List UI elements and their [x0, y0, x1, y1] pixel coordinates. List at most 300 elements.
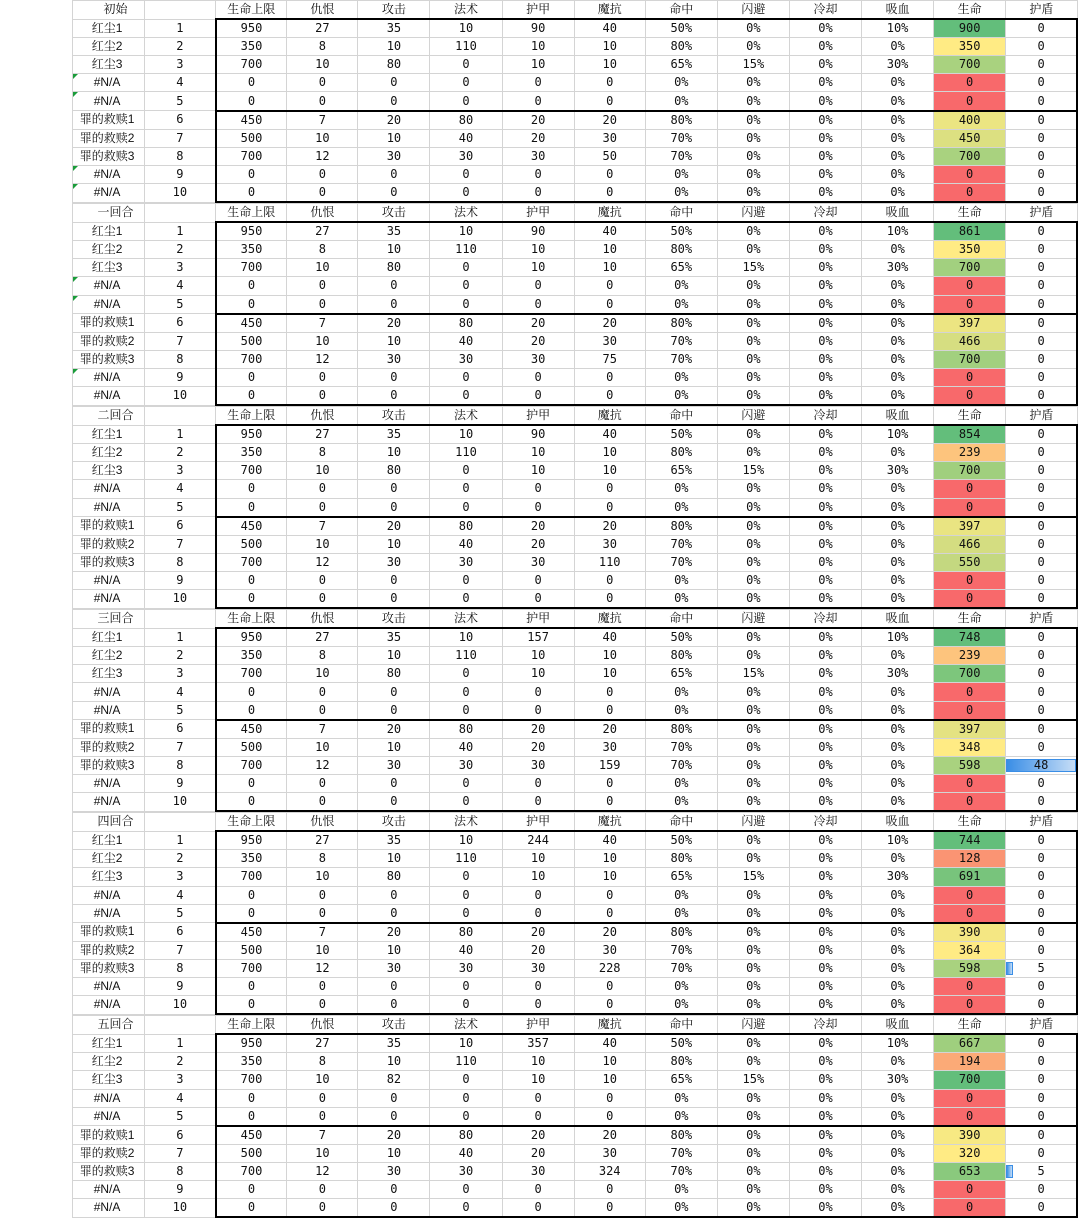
stat-cell[interactable]: 0% [789, 904, 861, 923]
unit-name-cell[interactable] [73, 886, 145, 904]
stat-cell[interactable]: 700 [216, 147, 287, 165]
stat-cell[interactable]: 10% [862, 222, 934, 241]
hp-cell[interactable]: 0 [934, 74, 1006, 92]
stat-cell[interactable]: 500 [216, 129, 287, 147]
stat-cell[interactable]: 0 [287, 996, 358, 1015]
shield-cell[interactable]: 0 [1006, 498, 1077, 517]
stat-cell[interactable]: 0 [574, 683, 645, 701]
shield-cell[interactable]: 0 [1006, 111, 1077, 130]
stat-cell[interactable]: 0 [287, 1199, 358, 1218]
stat-cell[interactable]: 50% [645, 222, 717, 241]
shield-cell[interactable]: 0 [1006, 553, 1077, 571]
stat-cell[interactable]: 80 [358, 259, 430, 277]
stat-cell[interactable]: 0% [789, 831, 861, 850]
stat-cell[interactable]: 0 [574, 1107, 645, 1126]
shield-cell[interactable]: 0 [1006, 1107, 1077, 1126]
stat-cell[interactable]: 0% [717, 756, 789, 774]
shield-cell[interactable]: 0 [1006, 720, 1077, 739]
stat-cell[interactable]: 0% [862, 647, 934, 665]
unit-name-cell[interactable] [73, 720, 145, 739]
unit-index-cell[interactable]: 10 [145, 793, 216, 812]
stat-cell[interactable]: 20 [358, 1126, 430, 1145]
stat-cell[interactable]: 0% [717, 590, 789, 609]
stat-cell[interactable]: 30% [862, 1071, 934, 1089]
hp-cell[interactable]: 350 [934, 38, 1006, 56]
stat-cell[interactable]: 0% [789, 259, 861, 277]
stat-cell[interactable]: 0% [717, 647, 789, 665]
stat-cell[interactable]: 0 [430, 480, 502, 498]
stat-cell[interactable]: 0 [430, 92, 502, 111]
unit-name-cell[interactable] [73, 1199, 145, 1218]
stat-cell[interactable]: 0% [862, 923, 934, 942]
stat-cell[interactable]: 0% [789, 665, 861, 683]
stat-cell[interactable]: 0 [502, 793, 574, 812]
stat-cell[interactable]: 0% [789, 941, 861, 959]
stat-cell[interactable]: 80 [358, 868, 430, 886]
stat-cell[interactable]: 80% [645, 1126, 717, 1145]
stat-cell[interactable]: 20 [502, 720, 574, 739]
stat-cell[interactable]: 0% [862, 332, 934, 350]
unit-name-cell[interactable] [73, 498, 145, 517]
stat-cell[interactable]: 7 [287, 314, 358, 333]
stat-cell[interactable]: 0% [862, 498, 934, 517]
stat-cell[interactable]: 0 [216, 590, 287, 609]
shield-cell[interactable]: 0 [1006, 241, 1077, 259]
stat-cell[interactable]: 950 [216, 1034, 287, 1053]
stat-cell[interactable]: 0% [717, 571, 789, 589]
hp-cell[interactable]: 390 [934, 923, 1006, 942]
unit-index-cell[interactable]: 8 [145, 350, 216, 368]
column-header[interactable]: 攻击 [358, 813, 430, 832]
stat-cell[interactable]: 0% [717, 738, 789, 756]
shield-cell[interactable]: 0 [1006, 92, 1077, 111]
hp-cell[interactable]: 0 [934, 996, 1006, 1015]
stat-cell[interactable]: 0 [216, 977, 287, 995]
shield-cell[interactable]: 0 [1006, 1034, 1077, 1053]
stat-cell[interactable]: 0 [216, 571, 287, 589]
stat-cell[interactable]: 10 [574, 1071, 645, 1089]
stat-cell[interactable]: 0 [430, 1071, 502, 1089]
unit-index-cell[interactable]: 8 [145, 553, 216, 571]
stat-cell[interactable]: 90 [502, 19, 574, 38]
shield-cell[interactable]: 0 [1006, 444, 1077, 462]
unit-index-cell[interactable]: 5 [145, 701, 216, 720]
stat-cell[interactable]: 0% [717, 183, 789, 202]
stat-cell[interactable]: 0% [789, 923, 861, 942]
shield-cell[interactable]: 0 [1006, 222, 1077, 241]
stat-cell[interactable]: 0 [574, 996, 645, 1015]
stat-cell[interactable]: 10 [287, 941, 358, 959]
stat-cell[interactable]: 0 [358, 1107, 430, 1126]
round-title[interactable]: 一回合 [73, 204, 145, 223]
stat-cell[interactable]: 0% [862, 386, 934, 405]
column-header[interactable]: 生命 [934, 1016, 1006, 1035]
stat-cell[interactable]: 0% [789, 553, 861, 571]
stat-cell[interactable]: 82 [358, 1071, 430, 1089]
stat-cell[interactable]: 0 [358, 996, 430, 1015]
stat-cell[interactable]: 0% [862, 941, 934, 959]
shield-cell[interactable]: 0 [1006, 56, 1077, 74]
empty-cell[interactable] [145, 610, 216, 629]
stat-cell[interactable]: 10 [287, 462, 358, 480]
stat-cell[interactable]: 0% [645, 386, 717, 405]
stat-cell[interactable]: 8 [287, 647, 358, 665]
stat-cell[interactable]: 30 [358, 553, 430, 571]
stat-cell[interactable]: 30 [574, 1144, 645, 1162]
stat-cell[interactable]: 40 [574, 1034, 645, 1053]
empty-cell[interactable] [145, 204, 216, 223]
stat-cell[interactable]: 0 [287, 480, 358, 498]
stat-cell[interactable]: 70% [645, 553, 717, 571]
stat-cell[interactable]: 0% [789, 756, 861, 774]
stat-cell[interactable]: 10 [287, 332, 358, 350]
stat-cell[interactable]: 0% [862, 886, 934, 904]
stat-cell[interactable]: 700 [216, 56, 287, 74]
stat-cell[interactable]: 0% [789, 350, 861, 368]
stat-cell[interactable]: 0% [862, 720, 934, 739]
stat-cell[interactable]: 0 [287, 295, 358, 314]
stat-cell[interactable]: 357 [502, 1034, 574, 1053]
stat-cell[interactable]: 20 [358, 720, 430, 739]
stat-cell[interactable]: 0% [862, 241, 934, 259]
stat-cell[interactable]: 10% [862, 831, 934, 850]
stat-cell[interactable]: 15% [717, 868, 789, 886]
stat-cell[interactable]: 228 [574, 959, 645, 977]
stat-cell[interactable]: 0 [216, 904, 287, 923]
stat-cell[interactable]: 0% [789, 386, 861, 405]
stat-cell[interactable]: 12 [287, 1162, 358, 1180]
stat-cell[interactable]: 0% [789, 996, 861, 1015]
stat-cell[interactable]: 20 [358, 517, 430, 536]
column-header[interactable]: 魔抗 [574, 204, 645, 223]
unit-index-cell[interactable]: 4 [145, 480, 216, 498]
stat-cell[interactable]: 0% [862, 1107, 934, 1126]
hp-cell[interactable]: 0 [934, 793, 1006, 812]
stat-cell[interactable]: 700 [216, 665, 287, 683]
column-header[interactable]: 命中 [645, 407, 717, 426]
stat-cell[interactable]: 0 [358, 571, 430, 589]
stat-cell[interactable]: 10 [287, 129, 358, 147]
hp-cell[interactable]: 700 [934, 462, 1006, 480]
shield-cell[interactable]: 0 [1006, 774, 1077, 792]
stat-cell[interactable]: 80% [645, 314, 717, 333]
shield-cell[interactable]: 0 [1006, 701, 1077, 720]
stat-cell[interactable]: 0 [502, 92, 574, 111]
stat-cell[interactable]: 20 [358, 314, 430, 333]
stat-cell[interactable]: 0% [862, 165, 934, 183]
stat-cell[interactable]: 0% [717, 386, 789, 405]
stat-cell[interactable]: 0% [717, 350, 789, 368]
stat-cell[interactable]: 30% [862, 868, 934, 886]
stat-cell[interactable]: 700 [216, 868, 287, 886]
stat-cell[interactable]: 7 [287, 720, 358, 739]
hp-cell[interactable]: 390 [934, 1126, 1006, 1145]
stat-cell[interactable]: 50 [574, 147, 645, 165]
shield-cell[interactable]: 0 [1006, 793, 1077, 812]
stat-cell[interactable]: 80 [430, 720, 502, 739]
stat-cell[interactable]: 0 [502, 480, 574, 498]
hp-cell[interactable]: 854 [934, 425, 1006, 444]
unit-name-cell[interactable] [73, 941, 145, 959]
stat-cell[interactable]: 0% [645, 368, 717, 386]
unit-index-cell[interactable]: 10 [145, 1199, 216, 1218]
stat-cell[interactable]: 0 [574, 92, 645, 111]
stat-cell[interactable]: 0% [645, 1089, 717, 1107]
stat-cell[interactable]: 0 [287, 886, 358, 904]
stat-cell[interactable]: 0% [862, 1144, 934, 1162]
stat-cell[interactable]: 0 [502, 683, 574, 701]
stat-cell[interactable]: 35 [358, 831, 430, 850]
stat-cell[interactable]: 20 [502, 738, 574, 756]
stat-cell[interactable]: 0% [645, 683, 717, 701]
stat-cell[interactable]: 0 [430, 793, 502, 812]
stat-cell[interactable]: 0 [574, 165, 645, 183]
shield-cell[interactable]: 0 [1006, 977, 1077, 995]
unit-name-cell[interactable] [73, 386, 145, 405]
stat-cell[interactable]: 30% [862, 56, 934, 74]
stat-cell[interactable]: 70% [645, 1162, 717, 1180]
column-header[interactable]: 仇恨 [287, 813, 358, 832]
column-header[interactable]: 生命上限 [216, 610, 287, 629]
stat-cell[interactable]: 0% [862, 683, 934, 701]
column-header[interactable]: 生命上限 [216, 1, 287, 20]
unit-name-cell[interactable] [73, 793, 145, 812]
stat-cell[interactable]: 75 [574, 350, 645, 368]
unit-name-cell[interactable] [73, 277, 145, 295]
stat-cell[interactable]: 70% [645, 941, 717, 959]
stat-cell[interactable]: 80 [430, 314, 502, 333]
stat-cell[interactable]: 0% [789, 793, 861, 812]
stat-cell[interactable]: 0 [502, 165, 574, 183]
stat-cell[interactable]: 0% [645, 1107, 717, 1126]
stat-cell[interactable]: 0% [645, 590, 717, 609]
stat-cell[interactable]: 0% [789, 720, 861, 739]
stat-cell[interactable]: 80% [645, 850, 717, 868]
stat-cell[interactable]: 0 [216, 183, 287, 202]
stat-cell[interactable]: 40 [430, 129, 502, 147]
stat-cell[interactable]: 12 [287, 147, 358, 165]
stat-cell[interactable]: 700 [216, 1162, 287, 1180]
round-title[interactable]: 初始 [73, 1, 145, 20]
stat-cell[interactable]: 0% [789, 92, 861, 111]
stat-cell[interactable]: 7 [287, 1126, 358, 1145]
stat-cell[interactable]: 0% [862, 996, 934, 1015]
stat-cell[interactable]: 0 [287, 977, 358, 995]
stat-cell[interactable]: 0% [789, 868, 861, 886]
stat-cell[interactable]: 70% [645, 959, 717, 977]
stat-cell[interactable]: 0% [717, 1034, 789, 1053]
unit-index-cell[interactable]: 8 [145, 756, 216, 774]
stat-cell[interactable]: 0 [430, 259, 502, 277]
stat-cell[interactable]: 500 [216, 535, 287, 553]
stat-cell[interactable]: 0% [717, 295, 789, 314]
stat-cell[interactable]: 10 [287, 535, 358, 553]
shield-cell[interactable]: 0 [1006, 1053, 1077, 1071]
shield-cell[interactable]: 0 [1006, 165, 1077, 183]
stat-cell[interactable]: 0 [574, 571, 645, 589]
stat-cell[interactable]: 0% [789, 129, 861, 147]
stat-cell[interactable]: 10 [358, 332, 430, 350]
unit-index-cell[interactable]: 3 [145, 462, 216, 480]
stat-cell[interactable]: 30 [502, 959, 574, 977]
column-header[interactable]: 法术 [430, 1, 502, 20]
stat-cell[interactable]: 157 [502, 628, 574, 647]
stat-cell[interactable]: 20 [502, 111, 574, 130]
stat-cell[interactable]: 0% [862, 738, 934, 756]
stat-cell[interactable]: 0% [862, 129, 934, 147]
stat-cell[interactable]: 80% [645, 444, 717, 462]
stat-cell[interactable]: 0% [717, 332, 789, 350]
stat-cell[interactable]: 80% [645, 923, 717, 942]
stat-cell[interactable]: 0 [502, 996, 574, 1015]
stat-cell[interactable]: 70% [645, 332, 717, 350]
shield-cell[interactable] [1006, 1162, 1077, 1180]
unit-index-cell[interactable]: 8 [145, 147, 216, 165]
stat-cell[interactable]: 0% [717, 92, 789, 111]
unit-index-cell[interactable]: 6 [145, 720, 216, 739]
hp-cell[interactable]: 0 [934, 1107, 1006, 1126]
stat-cell[interactable]: 0% [645, 774, 717, 792]
stat-cell[interactable]: 0% [789, 1126, 861, 1145]
unit-name-cell[interactable] [73, 241, 145, 259]
stat-cell[interactable]: 0 [502, 386, 574, 405]
shield-cell[interactable]: 0 [1006, 277, 1077, 295]
unit-name-cell[interactable] [73, 74, 145, 92]
unit-name-cell[interactable] [73, 295, 145, 314]
hp-cell[interactable]: 0 [934, 977, 1006, 995]
stat-cell[interactable]: 0 [287, 590, 358, 609]
stat-cell[interactable]: 0% [789, 1071, 861, 1089]
hp-cell[interactable]: 0 [934, 92, 1006, 111]
stat-cell[interactable]: 0% [789, 295, 861, 314]
stat-cell[interactable]: 70% [645, 756, 717, 774]
unit-name-cell[interactable] [73, 1144, 145, 1162]
stat-cell[interactable]: 350 [216, 1053, 287, 1071]
stat-cell[interactable]: 0% [862, 1053, 934, 1071]
stat-cell[interactable]: 80% [645, 517, 717, 536]
stat-cell[interactable]: 0 [358, 701, 430, 720]
stat-cell[interactable]: 10 [287, 1071, 358, 1089]
stat-cell[interactable]: 0% [789, 498, 861, 517]
unit-index-cell[interactable]: 3 [145, 56, 216, 74]
stat-cell[interactable]: 10 [574, 241, 645, 259]
column-header[interactable]: 攻击 [358, 1, 430, 20]
hp-cell[interactable]: 700 [934, 350, 1006, 368]
unit-name-cell[interactable] [73, 738, 145, 756]
stat-cell[interactable]: 0 [502, 295, 574, 314]
unit-name-cell[interactable] [73, 332, 145, 350]
stat-cell[interactable]: 10 [287, 868, 358, 886]
stat-cell[interactable]: 0 [287, 904, 358, 923]
stat-cell[interactable]: 700 [216, 756, 287, 774]
unit-index-cell[interactable]: 4 [145, 1089, 216, 1107]
stat-cell[interactable]: 0% [862, 774, 934, 792]
stat-cell[interactable]: 0% [717, 1107, 789, 1126]
stat-cell[interactable]: 80% [645, 241, 717, 259]
stat-cell[interactable]: 10 [358, 535, 430, 553]
stat-cell[interactable]: 0% [645, 183, 717, 202]
stat-cell[interactable]: 0 [430, 462, 502, 480]
stat-cell[interactable]: 20 [502, 332, 574, 350]
stat-cell[interactable]: 15% [717, 665, 789, 683]
stat-cell[interactable]: 0% [789, 277, 861, 295]
stat-cell[interactable]: 0 [430, 1089, 502, 1107]
stat-cell[interactable]: 0% [717, 111, 789, 130]
shield-cell[interactable]: 0 [1006, 295, 1077, 314]
stat-cell[interactable]: 0% [789, 462, 861, 480]
shield-cell[interactable]: 0 [1006, 314, 1077, 333]
column-header[interactable]: 攻击 [358, 1016, 430, 1035]
stat-cell[interactable]: 0% [789, 517, 861, 536]
unit-index-cell[interactable]: 5 [145, 498, 216, 517]
stat-cell[interactable]: 40 [574, 425, 645, 444]
stat-cell[interactable]: 10 [287, 259, 358, 277]
stat-cell[interactable]: 10 [502, 56, 574, 74]
unit-index-cell[interactable]: 7 [145, 129, 216, 147]
stat-cell[interactable]: 0 [216, 1107, 287, 1126]
stat-cell[interactable]: 0% [789, 38, 861, 56]
stat-cell[interactable]: 450 [216, 517, 287, 536]
unit-name-cell[interactable] [73, 535, 145, 553]
stat-cell[interactable]: 0% [717, 277, 789, 295]
stat-cell[interactable]: 0 [502, 498, 574, 517]
stat-cell[interactable]: 0 [287, 1181, 358, 1199]
stat-cell[interactable]: 0% [645, 498, 717, 517]
stat-cell[interactable]: 0% [862, 74, 934, 92]
stat-cell[interactable]: 8 [287, 38, 358, 56]
column-header[interactable]: 闪避 [717, 1, 789, 20]
stat-cell[interactable]: 10 [574, 868, 645, 886]
stat-cell[interactable]: 0% [789, 1144, 861, 1162]
hp-cell[interactable]: 320 [934, 1144, 1006, 1162]
stat-cell[interactable]: 10 [430, 222, 502, 241]
stat-cell[interactable]: 0% [789, 683, 861, 701]
stat-cell[interactable]: 0% [789, 165, 861, 183]
stat-cell[interactable]: 350 [216, 647, 287, 665]
stat-cell[interactable]: 12 [287, 756, 358, 774]
column-header[interactable]: 仇恨 [287, 1, 358, 20]
stat-cell[interactable]: 0 [430, 277, 502, 295]
stat-cell[interactable]: 30 [574, 738, 645, 756]
column-header[interactable]: 魔抗 [574, 610, 645, 629]
stat-cell[interactable]: 0% [717, 314, 789, 333]
stat-cell[interactable]: 0 [287, 701, 358, 720]
stat-cell[interactable]: 110 [430, 38, 502, 56]
stat-cell[interactable]: 0% [862, 277, 934, 295]
stat-cell[interactable]: 0 [502, 904, 574, 923]
unit-name-cell[interactable] [73, 183, 145, 202]
unit-index-cell[interactable]: 8 [145, 1162, 216, 1180]
stat-cell[interactable]: 30 [502, 350, 574, 368]
stat-cell[interactable]: 0 [430, 571, 502, 589]
stat-cell[interactable]: 0% [862, 590, 934, 609]
unit-index-cell[interactable]: 3 [145, 868, 216, 886]
empty-cell[interactable] [145, 407, 216, 426]
unit-index-cell[interactable]: 1 [145, 19, 216, 38]
stat-cell[interactable]: 700 [216, 259, 287, 277]
stat-cell[interactable]: 110 [430, 647, 502, 665]
stat-cell[interactable]: 0% [645, 277, 717, 295]
hp-cell[interactable]: 450 [934, 129, 1006, 147]
shield-cell[interactable]: 0 [1006, 517, 1077, 536]
stat-cell[interactable]: 0% [645, 1181, 717, 1199]
stat-cell[interactable]: 0% [862, 701, 934, 720]
stat-cell[interactable]: 0% [717, 444, 789, 462]
unit-name-cell[interactable] [73, 1107, 145, 1126]
shield-cell[interactable]: 0 [1006, 1089, 1077, 1107]
stat-cell[interactable]: 0 [502, 1181, 574, 1199]
unit-index-cell[interactable]: 7 [145, 941, 216, 959]
